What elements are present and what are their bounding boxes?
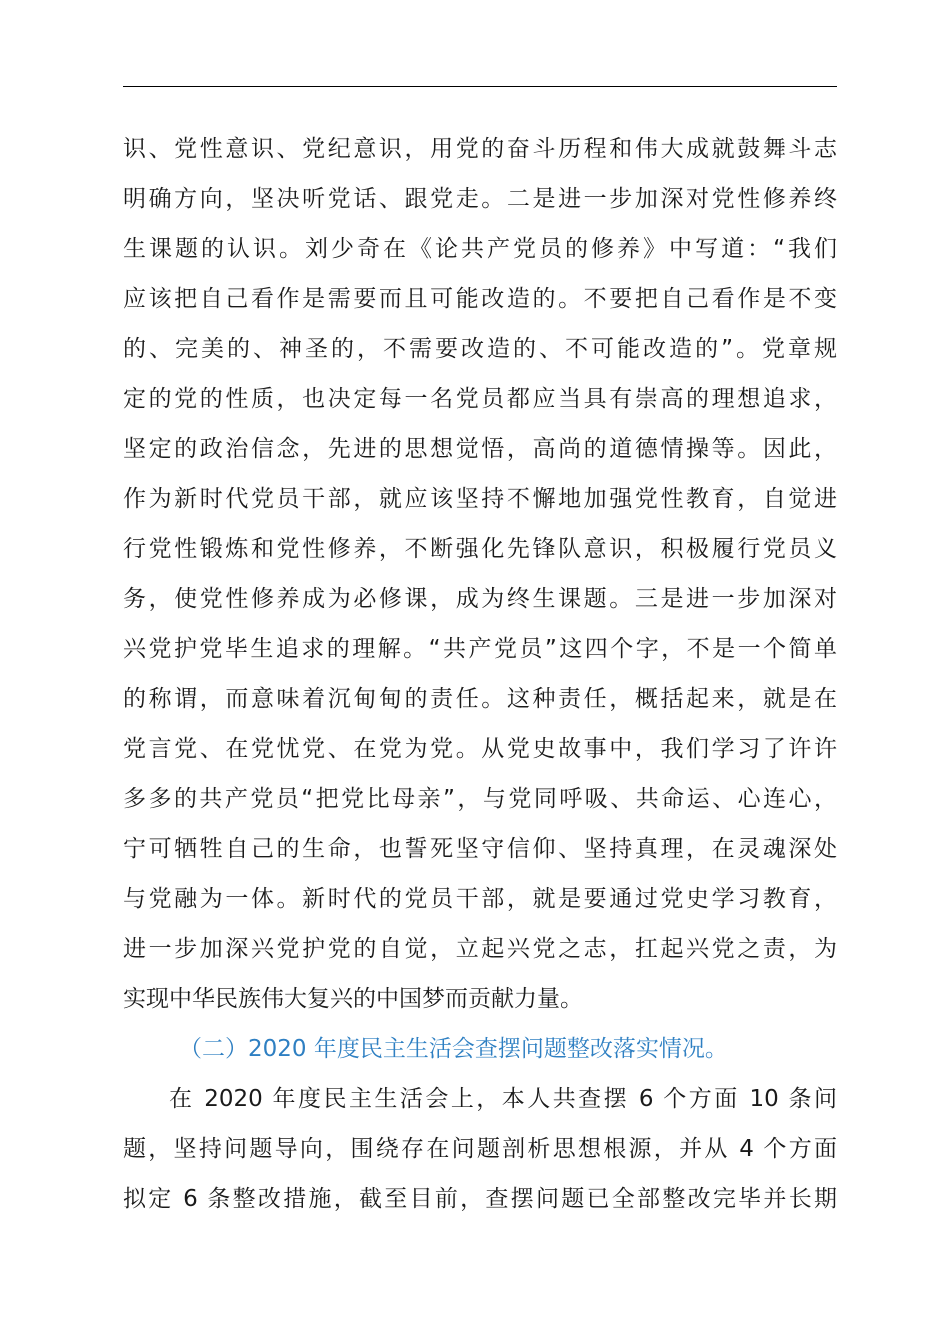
text-line: 明确方向，坚决听党话、跟党走。二是进一步加深对党性修养终 xyxy=(123,186,837,212)
text-line: 题，坚持问题导向，围绕存在问题剖析思想根源，并从 4 个方面 xyxy=(123,1136,837,1162)
text-line: 应该把自己看作是需要而且可能改造的。不要把自己看作是不变 xyxy=(123,286,837,312)
text-line: 定的党的性质，也决定每一名党员都应当具有崇高的理想追求， xyxy=(123,386,837,412)
text-line: 在 2020 年度民主生活会上，本人共查摆 6 个方面 10 条问 xyxy=(169,1086,837,1112)
text-line: 的、完美的、神圣的，不需要改造的、不可能改造的”。党章规 xyxy=(123,336,837,362)
text-line: 多多的共产党员“把党比母亲”，与党同呼吸、共命运、心连心， xyxy=(123,786,837,812)
text-line: 的称谓，而意味着沉甸甸的责任。这种责任，概括起来，就是在 xyxy=(123,686,837,712)
text-line: 与党融为一体。新时代的党员干部，就是要通过党史学习教育， xyxy=(123,886,837,912)
text-line: 实现中华民族伟大复兴的中国梦而贡献力量。 xyxy=(123,986,583,1012)
text-line: 兴党护党毕生追求的理解。“共产党员”这四个字，不是一个简单 xyxy=(123,636,837,662)
header-rule xyxy=(123,86,837,87)
text-line: 党言党、在党忧党、在党为党。从党史故事中，我们学习了许许 xyxy=(123,736,837,762)
paragraph-2 xyxy=(123,1074,837,1224)
document-body xyxy=(123,124,837,1224)
text-line: 坚定的政治信念，先进的思想觉悟，高尚的道德情操等。因此， xyxy=(123,436,837,462)
paragraph-1 xyxy=(123,124,837,1024)
text-line: 作为新时代党员干部，就应该坚持不懈地加强党性教育，自觉进 xyxy=(123,486,837,512)
text-line: 宁可牺牲自己的生命，也誓死坚守信仰、坚持真理，在灵魂深处 xyxy=(123,836,837,862)
text-line: 进一步加深兴党护党的自觉，立起兴党之志，扛起兴党之责，为 xyxy=(123,936,837,962)
text-line: 务，使党性修养成为必修课，成为终生课题。三是进一步加深对 xyxy=(123,586,837,612)
text-line: 行党性锻炼和党性修养，不断强化先锋队意识，积极履行党员义 xyxy=(123,536,837,562)
text-line: 拟定 6 条整改措施，截至目前，查摆问题已全部整改完毕并长期 xyxy=(123,1186,837,1212)
text-line: 生课题的认识。刘少奇在《论共产党员的修养》中写道：“我们 xyxy=(123,236,837,262)
text-line: 识、党性意识、党纪意识，用党的奋斗历程和伟大成就鼓舞斗志 xyxy=(123,136,837,162)
section-heading: （二）2020 年度民主生活会查摆问题整改落实情况。 xyxy=(179,1036,728,1062)
